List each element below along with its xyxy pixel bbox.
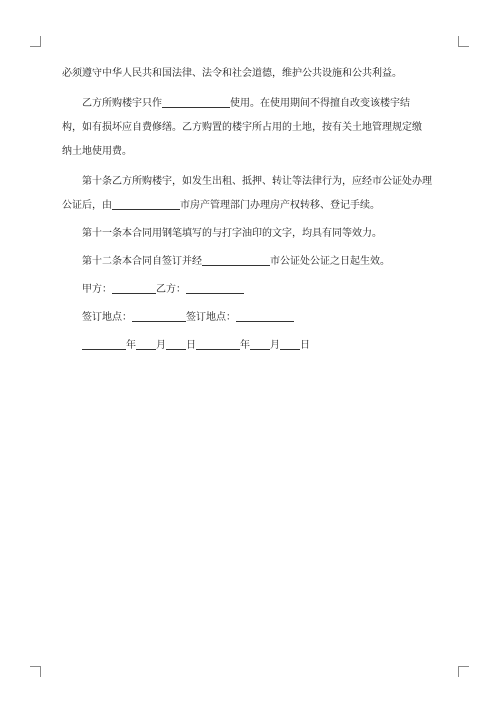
paragraph-text: 市房产管理部门办理房产权转移、登记手续。 bbox=[180, 200, 380, 211]
month-blank-b[interactable] bbox=[250, 338, 270, 350]
paragraph-text: 第十二条本合同自签订并经 bbox=[82, 256, 202, 267]
paragraph-text: 必须遵守中华人民共和国法律、法令和社会道德，维护公共设施和公共利益。 bbox=[62, 68, 402, 79]
day-label-b: 日 bbox=[300, 340, 310, 351]
year-blank-a[interactable] bbox=[82, 338, 126, 350]
page-corner-mark-top-left bbox=[30, 36, 41, 47]
day-blank-b[interactable] bbox=[280, 338, 300, 350]
party-a-label: 甲方： bbox=[82, 284, 112, 295]
signing-place-label-b: 签订地点： bbox=[186, 312, 236, 323]
day-blank-a[interactable] bbox=[166, 338, 186, 350]
page-corner-mark-top-right bbox=[458, 36, 469, 47]
party-a-signature-blank[interactable] bbox=[112, 282, 156, 294]
month-blank-a[interactable] bbox=[136, 338, 156, 350]
signing-date-line bbox=[62, 334, 422, 358]
page-corner-mark-bottom-left bbox=[30, 666, 41, 677]
paragraph-text: 公证后，由 bbox=[62, 200, 112, 211]
signing-place-blank-a[interactable] bbox=[132, 310, 186, 322]
paragraph-article-12 bbox=[62, 250, 422, 274]
party-b-signature-blank[interactable] bbox=[186, 282, 244, 294]
paragraph-article-10-cont bbox=[62, 194, 422, 218]
paragraph-text: 第十一条本合同用钢笔填写的与打字油印的文字，均具有同等效力。 bbox=[82, 228, 382, 239]
paragraph-text: 乙方所购楼宇只作 bbox=[82, 98, 162, 109]
day-label-a: 日 bbox=[186, 340, 196, 351]
blank-usage-purpose[interactable] bbox=[162, 96, 230, 108]
page-corner-mark-bottom-right bbox=[458, 666, 469, 677]
blank-city-name[interactable] bbox=[112, 198, 180, 210]
signing-place-blank-b[interactable] bbox=[236, 310, 294, 322]
paragraph-text: 使用。在使用期间不得擅自改变该楼宇结构，如有损坏应自费修缮。乙方购置的楼宇所占用的土地，按有关土地管理规定缴纳土地使用费。 bbox=[62, 98, 422, 157]
paragraph-usage-terms bbox=[62, 92, 422, 164]
year-label-a: 年 bbox=[126, 340, 136, 351]
signature-parties-line bbox=[62, 278, 422, 302]
paragraph-article-10 bbox=[62, 170, 432, 194]
document-body bbox=[62, 62, 432, 362]
signing-place-line bbox=[62, 306, 422, 330]
party-b-label: 乙方： bbox=[156, 284, 186, 295]
paragraph-public-order bbox=[62, 62, 422, 86]
paragraph-text: 第十条乙方所购楼宇，如发生出租、抵押、转让等法律行为，应经市公证处办理 bbox=[82, 176, 432, 187]
signing-place-label-a: 签订地点： bbox=[82, 312, 132, 323]
paragraph-text: 市公证处公证之日起生效。 bbox=[270, 256, 390, 267]
year-label-b: 年 bbox=[240, 340, 250, 351]
paragraph-article-11 bbox=[62, 222, 422, 246]
month-label-b: 月 bbox=[270, 340, 280, 351]
year-blank-b[interactable] bbox=[196, 338, 240, 350]
month-label-a: 月 bbox=[156, 340, 166, 351]
blank-notary-city[interactable] bbox=[202, 254, 270, 266]
